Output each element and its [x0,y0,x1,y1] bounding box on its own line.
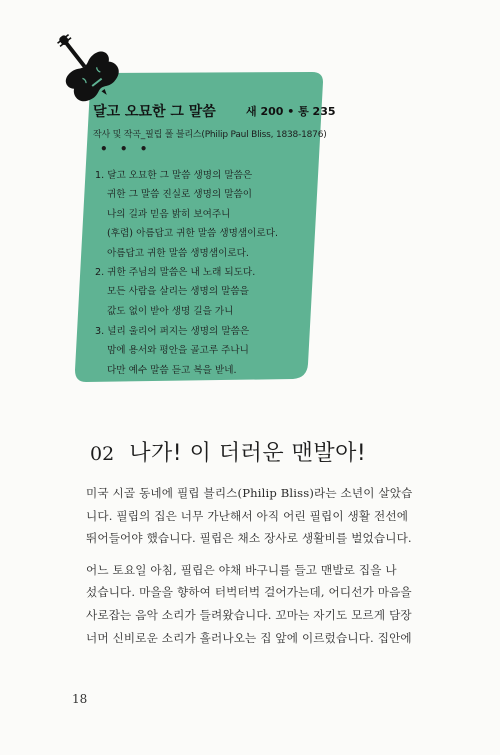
verse-line: 3. 널리 울리어 퍼지는 생명의 말씀은 [95,326,250,337]
body-line: 사로잡는 음악 소리가 들려왔습니다. 꼬마는 자기도 모르게 담장 [86,607,412,622]
verse-line: 귀한 그 말씀 진실로 생명의 말씀이 [107,189,252,201]
body-line: 미국 시골 동네에 필립 블리스(Philip Bliss)라는 소년이 살았습 [86,486,413,500]
verse-line: 모든 사람을 살리는 생명의 말씀을 [107,286,249,298]
separator-dots: • • • [100,142,152,156]
verse-line: 값도 없이 받아 생명 길을 가니 [107,305,234,317]
body-text [86,482,422,649]
verse-1 [95,166,278,263]
section-heading [90,436,366,467]
verse-3 [95,322,249,380]
verse-2 [95,263,255,321]
hymn-credit: 작사 및 작곡_필립 폴 블리스(Philip Paul Bliss, 1838-1876) [93,130,327,140]
paragraph [86,559,422,649]
verse-line: 아름답고 귀한 말씀 생명샘이로다. [107,247,249,259]
hymn-title: 달고 오묘한 그 말씀 [93,104,216,120]
verse-line: 맘에 용서와 평안을 골고루 주나니 [107,345,249,357]
section-title: 나가! 이 더러운 맨발아! [129,441,367,466]
page-number: 18 [72,692,88,706]
verse-line: 다만 예수 말씀 듣고 복을 받네. [107,364,237,376]
paragraph [86,482,422,550]
body-line: 섰습니다. 마을을 향하여 터벅터벅 걸어가는데, 어디선가 마음을 [86,585,412,600]
body-line: 니다. 필립의 집은 너무 가난해서 아직 어린 필립이 생활 전선에 [86,508,409,523]
verse-line: (후렴) 아름답고 귀한 말씀 생명샘이로다. [107,228,279,240]
section-number: 02 [90,443,115,465]
body-line: 어느 토요일 아침, 필립은 야채 바구니를 들고 맨발로 집을 나 [86,562,397,577]
hymn-number: 새 200 • 통 235 [246,105,336,118]
verse-line: 2. 귀한 주님의 말씀은 내 노래 되도다. [95,267,256,278]
verse-line: 나의 길과 믿음 밝히 보여주니 [107,208,231,220]
body-line: 뛰어들어야 했습니다. 필립은 채소 장사로 생활비를 벌었습니다. [86,531,412,546]
verse-line: 1. 달고 오묘한 그 말씀 생명의 말씀은 [95,170,253,181]
body-line: 너머 신비로운 소리가 흘러나오는 집 앞에 이르렀습니다. 집안에 [86,630,412,645]
paragraph-gap [86,550,422,559]
